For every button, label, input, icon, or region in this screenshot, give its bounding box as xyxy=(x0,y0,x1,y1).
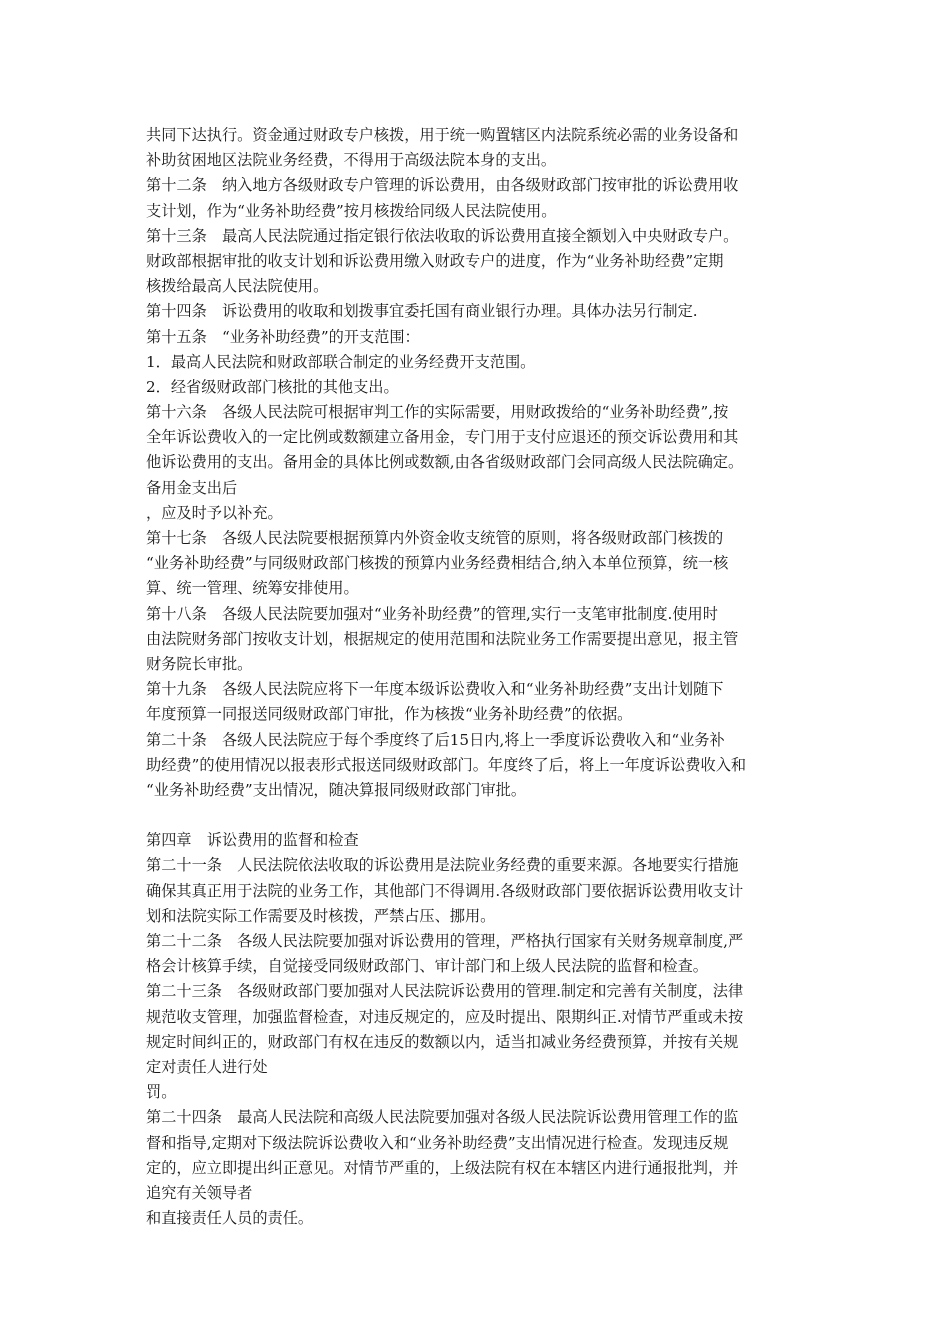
text-line: 第二十四条 最高人民法院和高级人民法院要加强对各级人民法院诉讼费用管理工作的监 xyxy=(146,1108,739,1127)
text-line: 由法院财务部门按收支计划，根据规定的使用范围和法院业务工作需要提出意见，报主管 xyxy=(146,629,739,648)
text-line: 第二十三条 各级财政部门要加强对人民法院诉讼费用的管理.制定和完善有关制度，法律 xyxy=(146,982,744,1001)
text-line: 第二十条 各级人民法院应于每个季度终了后15日内,将上一季度诉讼费收入和“业务补 xyxy=(146,730,725,749)
text-line: 备用金支出后 xyxy=(146,478,238,497)
document-page xyxy=(146,123,816,1231)
text-line: 第十七条 各级人民法院要根据预算内外资金收支统管的原则，将各级财政部门核拨的 xyxy=(146,529,724,547)
text-line: 支计划，作为“业务补助经费”按月核拨给同级人民法院使用。 xyxy=(146,201,557,220)
text-line: 罚。 xyxy=(146,1083,177,1102)
text-line: ，应及时予以补充。 xyxy=(146,503,283,522)
blank-line xyxy=(146,803,816,828)
text-line: 追究有关领导者 xyxy=(146,1183,253,1202)
text-line: 定的，应立即提出纠正意见。对情节严重的，上级法院有权在本辖区内进行通报批判，并 xyxy=(146,1158,739,1177)
text-line: “业务补助经费”与同级财政部门核拨的预算内业务经费相结合,纳入本单位预算，统一核 xyxy=(146,554,729,573)
text-line: 第十九条 各级人民法院应将下一年度本级诉讼费收入和“业务补助经费”支出计划随下 xyxy=(146,680,724,699)
text-line: 他诉讼费用的支出。备用金的具体比例或数额,由各省级财政部门会同高级人民法院确定。 xyxy=(146,453,744,472)
text-line: 第十六条 各级人民法院可根据审判工作的实际需要，用财政拨给的“业务补助经费”,按 xyxy=(146,403,729,422)
text-line: 财务院长审批。 xyxy=(146,654,253,673)
text-line: 全年诉讼费收入的一定比例或数额建立备用金，专门用于支付应退还的预交诉讼费用和其 xyxy=(146,428,739,447)
text-line: 共同下达执行。资金通过财政专户核拨，用于统一购置辖区内法院系统必需的业务设备和 xyxy=(146,126,739,144)
text-line: 助经费”的使用情况以报表形式报送同级财政部门。年度终了后，将上一年度诉讼费收入和 xyxy=(146,755,747,774)
text-line: 第十四条 诉讼费用的收取和划拨事宜委托国有商业银行办理。具体办法另行制定. xyxy=(146,302,698,321)
text-line: 补助贫困地区法院业务经费，不得用于高级法院本身的支出。 xyxy=(146,151,557,170)
text-line: 核拨给最高人民法院使用。 xyxy=(146,277,329,296)
text-line: 财政部根据审批的收支计划和诉讼费用缴入财政专户的进度，作为“业务补助经费”定期 xyxy=(146,251,724,270)
text-line: 划和法院实际工作需要及时核拨，严禁占压、挪用。 xyxy=(146,906,496,925)
text-line: 定对责任人进行处 xyxy=(146,1057,268,1076)
text-line: “业务补助经费”支出情况，随决算报同级财政部门审批。 xyxy=(146,780,527,799)
text-line: 第十八条 各级人民法院要加强对“业务补助经费”的管理,实行一支笔审批制度.使用时 xyxy=(146,604,718,623)
text-line: 第十二条 纳入地方各级财政专户管理的诉讼费用，由各级财政部门按审批的诉讼费用收 xyxy=(146,176,739,195)
text-line: 和直接责任人员的责任。 xyxy=(146,1209,314,1228)
text-line: 2．经省级财政部门核批的其他支出。 xyxy=(146,377,399,396)
text-line: 年度预算一同报送同级财政部门审批，作为核拨“业务补助经费”的依据。 xyxy=(146,705,633,724)
text-line: 确保其真正用于法院的业务工作，其他部门不得调用.各级财政部门要依据诉讼费用收支计 xyxy=(146,881,744,900)
text-line: 规定时间纠正的，财政部门有权在违反的数额以内，适当扣减业务经费预算，并按有关规 xyxy=(146,1032,739,1051)
text-line: 格会计核算手续，自觉接受同级财政部门、审计部门和上级人民法院的监督和检查。 xyxy=(146,957,708,976)
text-line: 算、统一管理、统筹安排使用。 xyxy=(146,579,359,598)
text-line: 第二十二条 各级人民法院要加强对诉讼费用的管理，严格执行国家有关财务规章制度,严 xyxy=(146,932,744,950)
text-line: 规范收支管理，加强监督检查，对违反规定的，应及时提出、限期纠正.对情节严重或未按 xyxy=(146,1007,744,1026)
text-line: 督和指导,定期对下级法院诉讼费收入和“业务补助经费”支出情况进行检查。发现违反规 xyxy=(146,1133,729,1152)
text-line: 第十五条 “业务补助经费”的开支范围： xyxy=(146,327,420,346)
text-line: 第十三条 最高人民法院通过指定银行依法收取的诉讼费用直接全额划入中央财政专户。 xyxy=(146,226,739,245)
text-line: 第二十一条 人民法院依法收取的诉讼费用是法院业务经费的重要来源。各地要实行措施 xyxy=(146,856,739,875)
text-line: 1．最高人民法院和财政部联合制定的业务经费开支范围。 xyxy=(146,352,536,371)
chapter-heading: 第四章 诉讼费用的监督和检查 xyxy=(146,831,359,850)
